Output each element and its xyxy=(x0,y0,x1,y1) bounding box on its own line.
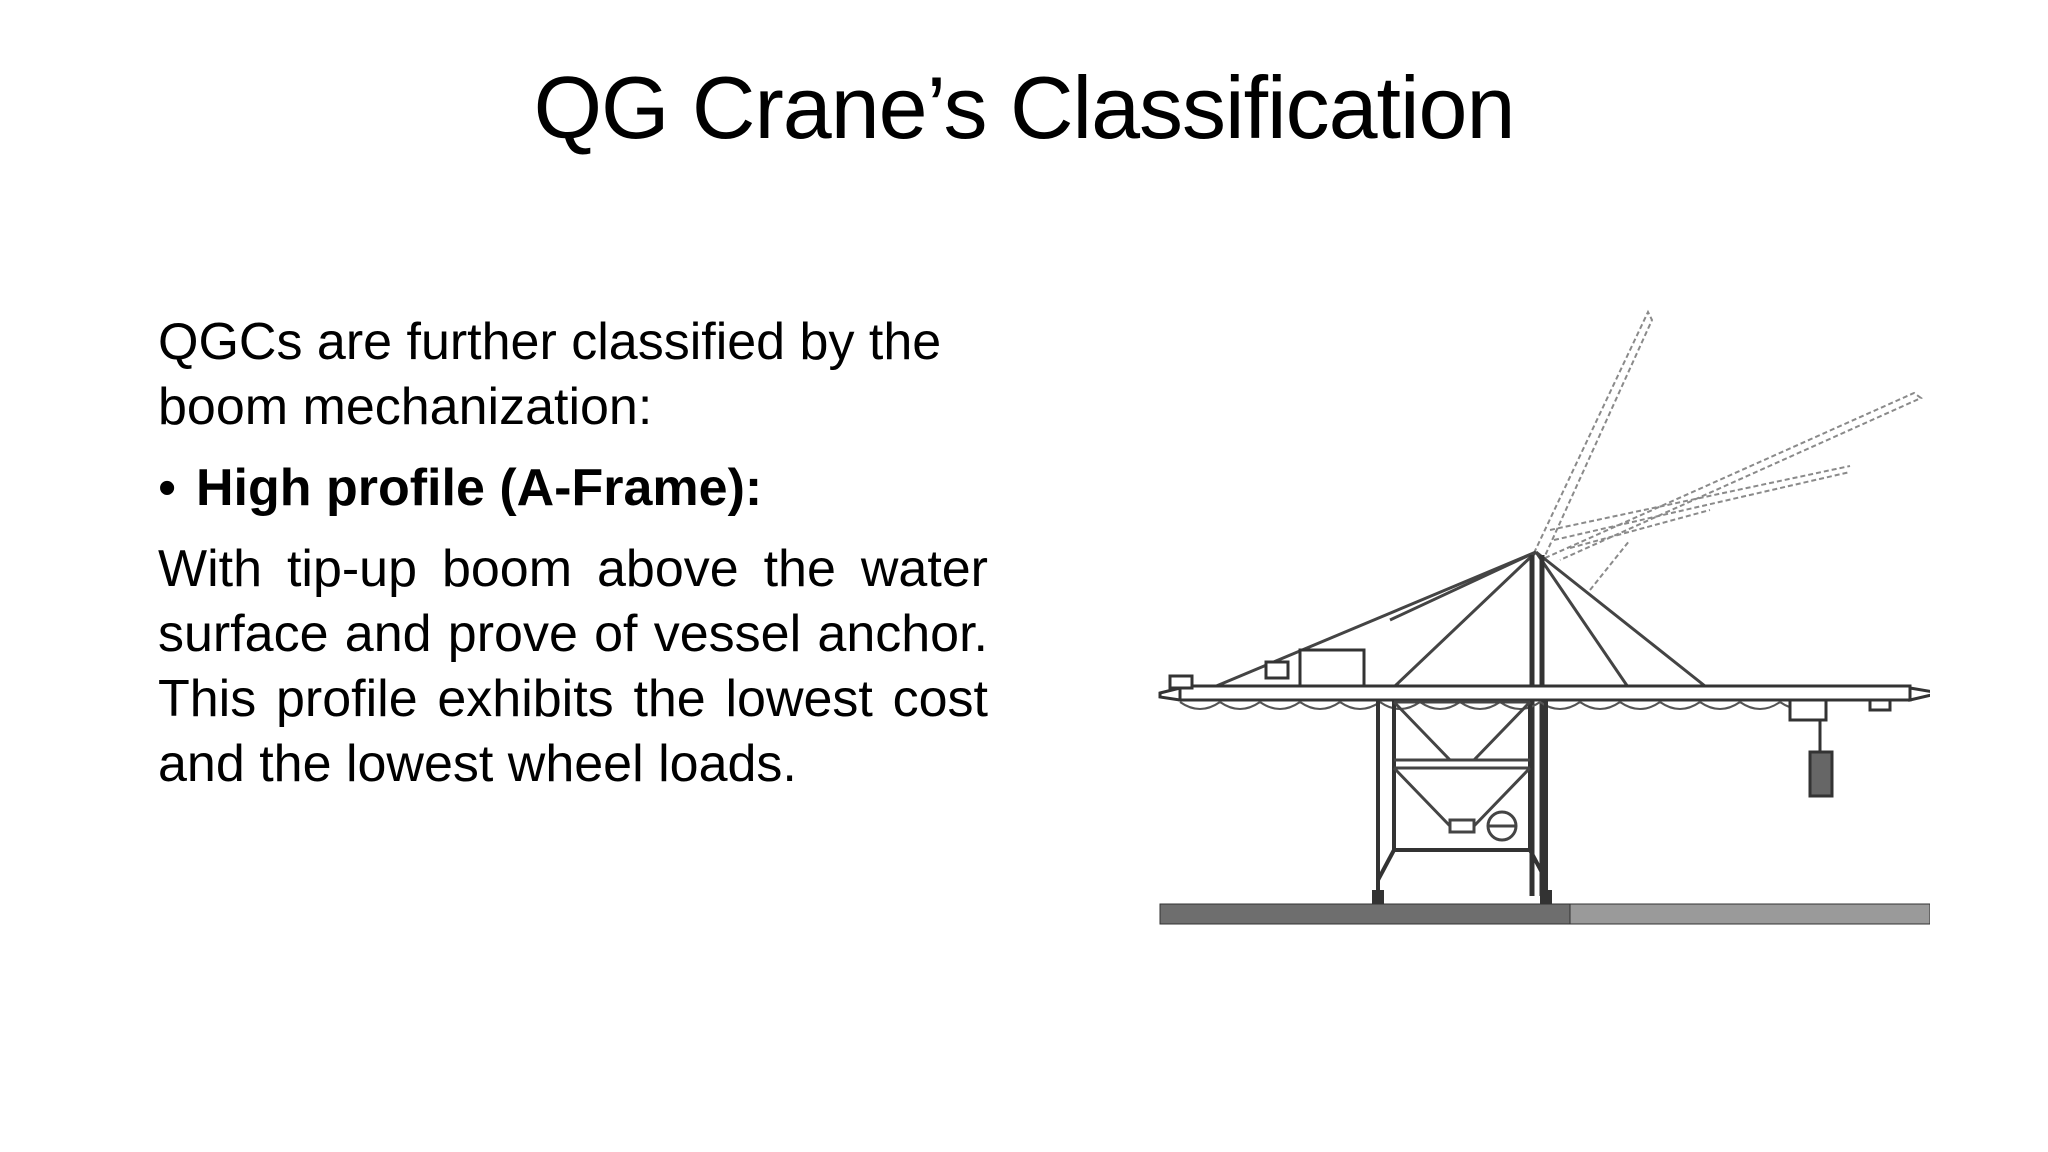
slide-body xyxy=(158,310,988,797)
trolley-container xyxy=(1790,700,1890,796)
portal-legs xyxy=(1378,700,1546,896)
raised-boom-outline xyxy=(1534,312,1921,590)
crane-illustration xyxy=(1150,290,1930,950)
bullet-text: High profile (A-Frame): xyxy=(196,459,763,517)
bullet-item xyxy=(158,456,988,521)
quay-ground xyxy=(1160,904,1930,924)
boom-girder xyxy=(1160,650,1930,700)
a-frame-mast xyxy=(1532,555,1542,896)
intro-text: QGCs are further classified by the boom mechanization: xyxy=(158,313,942,436)
wheel-trucks xyxy=(1372,890,1552,904)
bullet-marker: • xyxy=(158,459,177,517)
description-text: With tip-up boom above the water surface and prove of vessel anchor. This profile exhibits the lowest cost and the lowest wheel loads. xyxy=(158,540,988,793)
crane-drawing xyxy=(1150,290,1930,950)
slide-title: QG Crane’s Classification xyxy=(533,58,1515,157)
portal-bracing xyxy=(1394,702,1530,840)
